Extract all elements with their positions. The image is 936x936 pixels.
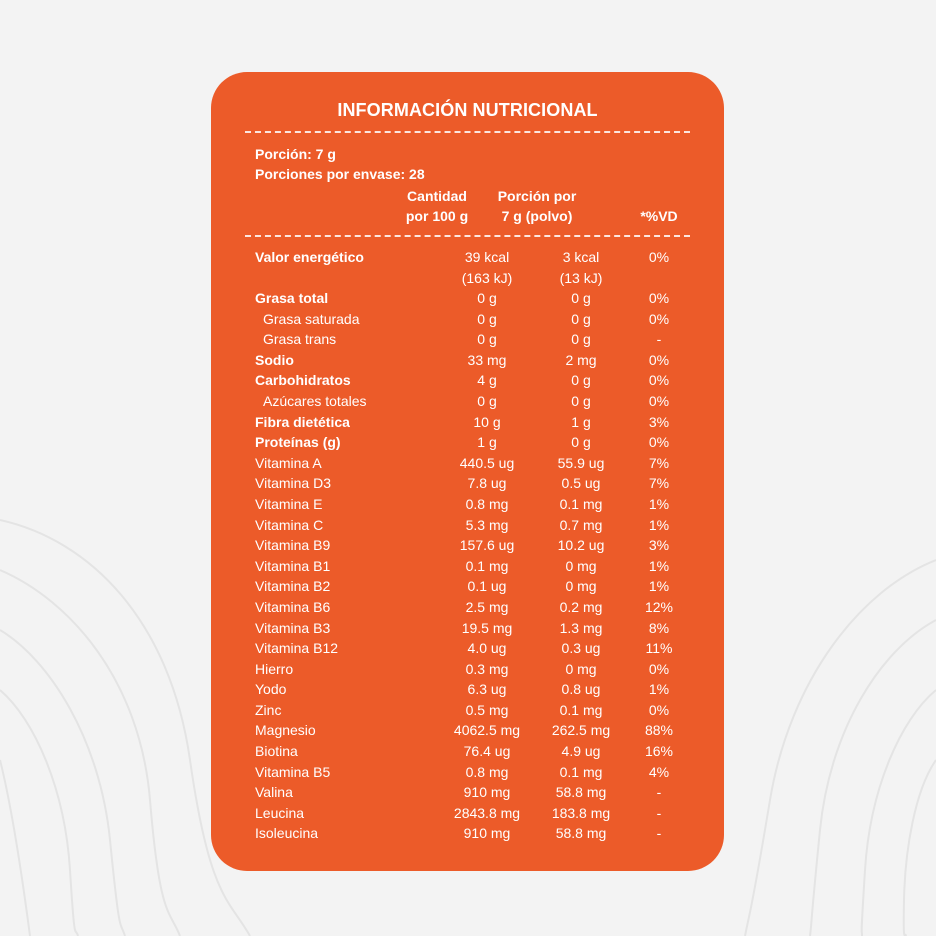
amount-per-100g: 0.8 mg: [465, 495, 509, 512]
daily-value-percent: 8%: [648, 619, 670, 636]
amount-per-serving: 0 g: [571, 310, 591, 327]
daily-value-percent: 0%: [648, 392, 670, 409]
amount-per-serving: 0 g: [571, 434, 591, 451]
header-per-serving-line2: 7 g (polvo): [501, 208, 573, 224]
daily-value-percent: 7%: [648, 475, 670, 492]
table-row: [211, 618, 724, 639]
daily-value-percent: 0%: [648, 310, 670, 327]
table-row: [211, 432, 724, 453]
amount-per-100g: 910 mg: [463, 825, 511, 842]
amount-per-serving: 0 g: [571, 372, 591, 389]
daily-value-percent: 1%: [648, 495, 670, 512]
amount-per-100g: 157.6 ug: [459, 537, 515, 554]
daily-value-percent: 0%: [648, 249, 670, 265]
amount-per-100g: 0.8 mg: [465, 763, 509, 780]
nutrient-name: Vitamina B3: [255, 619, 331, 636]
nutrient-name: Fibra dietética: [255, 413, 350, 430]
amount-per-100g: 4.0 ug: [467, 640, 507, 657]
daily-value-percent: 3%: [648, 413, 670, 430]
table-row: [211, 515, 724, 536]
amount-per-serving: 0.1 mg: [559, 701, 603, 718]
divider-header: [245, 235, 690, 237]
nutrition-title: INFORMACIÓN NUTRICIONAL: [337, 100, 598, 120]
amount-per-serving: 0.3 ug: [561, 640, 601, 657]
nutrient-name: Zinc: [255, 701, 282, 718]
table-row: [211, 700, 724, 721]
amount-per-100g: 0 g: [477, 392, 497, 409]
table-row: [211, 782, 724, 803]
amount-per-serving: 0 g: [571, 290, 591, 306]
nutrient-name: Vitamina B9: [255, 537, 331, 554]
amount-per-serving: 58.8 mg: [555, 784, 607, 801]
nutrient-table: [211, 247, 724, 844]
table-row: [211, 370, 724, 391]
amount-per-100g: 0.1 mg: [465, 557, 509, 574]
amount-per-serving: 1.3 mg: [559, 619, 603, 636]
nutrient-name: Vitamina C: [255, 516, 324, 533]
daily-value-percent: 1%: [648, 578, 670, 595]
table-row: [211, 741, 724, 762]
daily-value-percent: 11%: [645, 640, 673, 657]
nutrient-name: Proteínas (g): [255, 434, 341, 451]
servings-per-container: Porciones por envase: 28: [255, 166, 425, 182]
nutrient-name: Leucina: [255, 804, 305, 821]
amount-per-100g: 76.4 ug: [463, 743, 511, 760]
nutrient-name: Vitamina D3: [255, 475, 332, 492]
header-daily-value: *%VD: [640, 208, 678, 224]
amount-per-100g: 19.5 mg: [461, 619, 513, 636]
amount-per-100g: 910 mg: [463, 784, 511, 801]
daily-value-percent: 12%: [644, 598, 674, 615]
daily-value-percent: -: [656, 804, 662, 821]
daily-value-percent: -: [656, 331, 662, 348]
table-row: [211, 803, 724, 824]
amount-per-serving: 0.2 mg: [559, 598, 603, 615]
amount-per-serving: 0 mg: [565, 660, 597, 677]
daily-value-percent: 1%: [648, 681, 670, 698]
nutrient-name: Vitamina A: [255, 454, 322, 471]
amount-per-serving: 55.9 ug: [557, 454, 605, 471]
daily-value-percent: 0%: [648, 351, 670, 368]
amount-per-serving-secondary: (13 kJ): [559, 269, 603, 286]
daily-value-percent: 16%: [644, 743, 674, 760]
table-row: [211, 762, 724, 783]
amount-per-100g: 2.5 mg: [465, 598, 509, 615]
serving-size: Porción: 7 g: [255, 146, 336, 162]
header-per-100g-line1: Cantidad: [407, 188, 467, 204]
nutrient-name: Vitamina B12: [255, 640, 339, 657]
header-per-serving: [487, 186, 587, 226]
nutrient-name: Biotina: [255, 743, 298, 760]
nutrient-name: Hierro: [255, 660, 294, 677]
amount-per-serving: 1 g: [571, 413, 591, 430]
amount-per-100g: 10 g: [473, 413, 501, 430]
table-row: [211, 329, 724, 350]
daily-value-percent: 1%: [648, 516, 670, 533]
amount-per-100g: 0.3 mg: [465, 660, 509, 677]
amount-per-100g: 440.5 ug: [459, 454, 515, 471]
amount-per-100g: 39 kcal: [464, 249, 510, 265]
nutrient-name: Valina: [255, 784, 293, 801]
daily-value-percent: -: [656, 825, 662, 842]
amount-per-100g: 0 g: [477, 331, 497, 348]
amount-per-100g: 6.3 ug: [467, 681, 507, 698]
nutrient-name: Vitamina B2: [255, 578, 331, 595]
table-row: [211, 494, 724, 515]
table-row: [211, 453, 724, 474]
table-row: [211, 679, 724, 700]
nutrition-facts-card: [211, 72, 724, 871]
nutrient-name: Isoleucina: [255, 825, 319, 842]
amount-per-100g: 7.8 ug: [467, 475, 507, 492]
table-row: [211, 309, 724, 330]
amount-per-serving: 183.8 mg: [551, 804, 611, 821]
header-per-100g-line2: por 100 g: [405, 208, 469, 224]
table-row: [211, 473, 724, 494]
daily-value-percent: 0%: [648, 372, 670, 389]
daily-value-percent: 4%: [648, 763, 670, 780]
nutrient-name: Valor energético: [255, 249, 364, 265]
daily-value-percent: 1%: [648, 557, 670, 574]
nutrient-name: Vitamina B6: [255, 598, 331, 615]
nutrient-name: Vitamina B5: [255, 763, 331, 780]
amount-per-100g: 0 g: [477, 310, 497, 327]
table-row: [211, 412, 724, 433]
table-row: [211, 823, 724, 844]
amount-per-serving: 262.5 mg: [551, 722, 611, 739]
amount-per-100g: 33 mg: [467, 351, 507, 368]
amount-per-100g: 4 g: [477, 372, 497, 389]
daily-value-percent: 3%: [648, 537, 670, 554]
amount-per-serving: 0 g: [571, 392, 591, 409]
amount-per-serving: 0.5 ug: [561, 475, 601, 492]
amount-per-100g: 0.1 ug: [467, 578, 507, 595]
daily-value-percent: -: [656, 784, 662, 801]
nutrient-name: Magnesio: [255, 722, 316, 739]
table-row: [211, 391, 724, 412]
nutrient-name: Vitamina B1: [255, 557, 331, 574]
amount-per-serving: 0 mg: [565, 578, 597, 595]
amount-per-serving: 10.2 ug: [557, 537, 605, 554]
divider-top: [245, 131, 690, 133]
amount-per-100g: 2843.8 mg: [453, 804, 521, 821]
amount-per-serving: 0.1 mg: [559, 763, 603, 780]
nutrient-name: Yodo: [255, 681, 287, 698]
daily-value-percent: 0%: [648, 660, 670, 677]
table-row: [211, 535, 724, 556]
nutrient-name: Vitamina E: [255, 495, 323, 512]
nutrient-name: Carbohidratos: [255, 372, 351, 389]
daily-value-percent: 7%: [648, 454, 670, 471]
daily-value-percent: 0%: [648, 434, 670, 451]
header-per-serving-line1: Porción por: [497, 188, 577, 204]
table-row: [211, 350, 724, 371]
table-row: [211, 638, 724, 659]
table-row: [211, 659, 724, 680]
amount-per-100g: 5.3 mg: [465, 516, 509, 533]
daily-value-percent: 0%: [648, 701, 670, 718]
amount-per-100g-secondary: (163 kJ): [461, 269, 513, 286]
table-row: [211, 288, 724, 309]
amount-per-serving: 2 mg: [565, 351, 597, 368]
daily-value-percent: 88%: [644, 722, 674, 739]
amount-per-serving: 0 g: [571, 331, 591, 348]
header-per-100g: [387, 186, 487, 226]
amount-per-100g: 1 g: [477, 434, 497, 451]
amount-per-serving: 58.8 mg: [555, 825, 607, 842]
table-row: [211, 247, 724, 288]
amount-per-100g: 4062.5 mg: [453, 722, 521, 739]
daily-value-percent: 0%: [648, 290, 670, 306]
amount-per-100g: 0.5 mg: [465, 701, 509, 718]
nutrient-name: Grasa trans: [263, 331, 337, 348]
amount-per-serving: 3 kcal: [562, 249, 600, 265]
table-row: [211, 576, 724, 597]
nutrient-name: Grasa total: [255, 290, 329, 306]
nutrient-name: Sodio: [255, 351, 294, 368]
table-row: [211, 556, 724, 577]
amount-per-serving: 4.9 ug: [561, 743, 601, 760]
table-row: [211, 597, 724, 618]
amount-per-serving: 0.8 ug: [561, 681, 601, 698]
amount-per-serving: 0.7 mg: [559, 516, 603, 533]
table-row: [211, 720, 724, 741]
amount-per-100g: 0 g: [477, 290, 497, 306]
amount-per-serving: 0.1 mg: [559, 495, 603, 512]
nutrient-name: Azúcares totales: [263, 392, 367, 409]
amount-per-serving: 0 mg: [565, 557, 597, 574]
nutrient-name: Grasa saturada: [263, 310, 360, 327]
